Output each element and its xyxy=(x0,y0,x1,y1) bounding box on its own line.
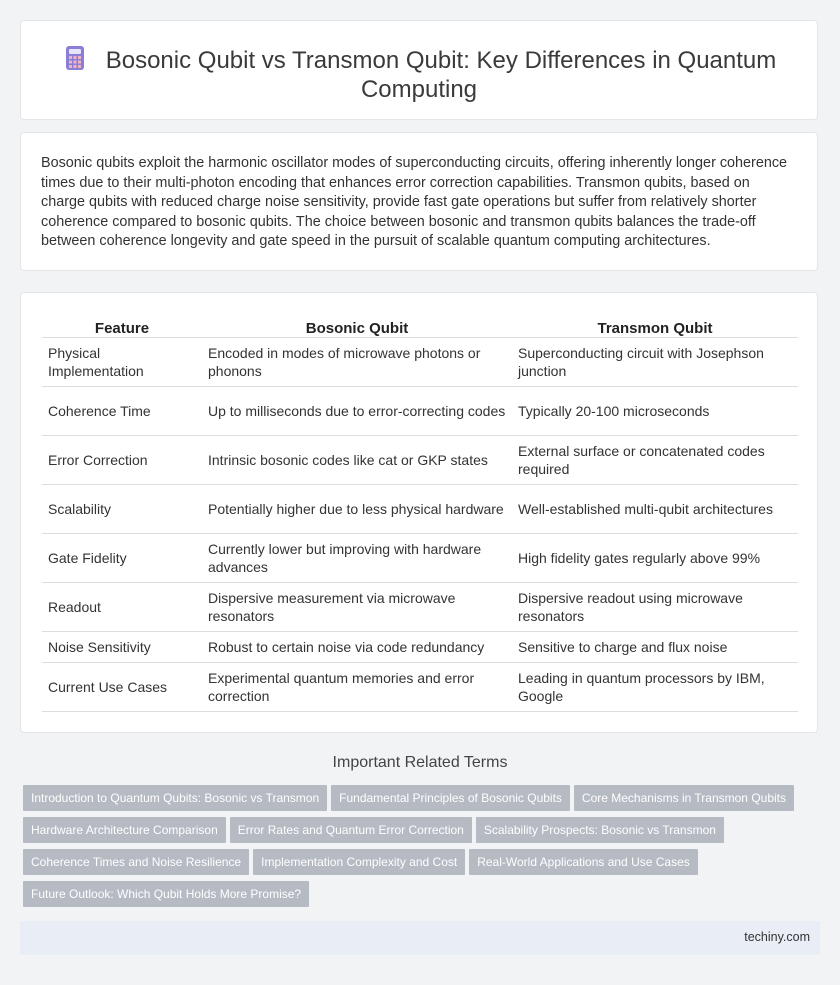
table-cell: Experimental quantum memories and error correction xyxy=(202,663,512,712)
page-title: Bosonic Qubit vs Transmon Qubit: Key Differences in Quantum Computing xyxy=(105,47,777,103)
table-cell: Gate Fidelity xyxy=(42,534,202,583)
related-term-tag[interactable]: Introduction to Quantum Qubits: Bosonic vs Transmon xyxy=(23,785,327,811)
table-cell: Noise Sensitivity xyxy=(42,632,202,663)
related-term-tag[interactable]: Hardware Architecture Comparison xyxy=(23,817,226,843)
table-row xyxy=(42,534,798,583)
table-row xyxy=(42,583,798,632)
related-terms-heading: Important Related Terms xyxy=(332,754,508,771)
table-cell: Up to milliseconds due to error-correcting codes xyxy=(202,387,512,436)
table-cell: Superconducting circuit with Josephson junction xyxy=(512,338,798,387)
comparison-table xyxy=(42,315,798,712)
table-cell: Currently lower but improving with hardware advances xyxy=(202,534,512,583)
table-row xyxy=(42,387,798,436)
table-cell: Dispersive measurement via microwave resonators xyxy=(202,583,512,632)
calculator-icon xyxy=(62,45,88,71)
table-cell: Sensitive to charge and flux noise xyxy=(512,632,798,663)
intro-card xyxy=(20,132,818,271)
table-cell: Typically 20-100 microseconds xyxy=(512,387,798,436)
table-cell: Potentially higher due to less physical hardware xyxy=(202,485,512,534)
related-term-tag[interactable]: Coherence Times and Noise Resilience xyxy=(23,849,249,875)
table-row xyxy=(42,436,798,485)
header-feature: Feature xyxy=(42,315,202,338)
related-term-tag[interactable]: Scalability Prospects: Bosonic vs Transmon xyxy=(476,817,724,843)
footer xyxy=(20,921,820,955)
table-cell: Robust to certain noise via code redundancy xyxy=(202,632,512,663)
header-transmon: Transmon Qubit xyxy=(512,315,798,338)
table-cell: Intrinsic bosonic codes like cat or GKP states xyxy=(202,436,512,485)
table-cell: Encoded in modes of microwave photons or phonons xyxy=(202,338,512,387)
table-row xyxy=(42,663,798,712)
table-row xyxy=(42,485,798,534)
table-cell: Coherence Time xyxy=(42,387,202,436)
related-terms-list xyxy=(23,785,823,913)
table-cell: Physical Implementation xyxy=(42,338,202,387)
table-cell: Leading in quantum processors by IBM, Google xyxy=(512,663,798,712)
title-card xyxy=(20,20,818,120)
related-term-tag[interactable]: Error Rates and Quantum Error Correction xyxy=(230,817,472,843)
table-cell: High fidelity gates regularly above 99% xyxy=(512,534,798,583)
comparison-table-card xyxy=(20,292,818,733)
footer-site[interactable]: techiny.com xyxy=(744,930,810,944)
page-title-wrap xyxy=(61,45,777,104)
table-cell: Scalability xyxy=(42,485,202,534)
table-cell: External surface or concatenated codes required xyxy=(512,436,798,485)
table-cell: Well-established multi-qubit architectures xyxy=(512,485,798,534)
related-term-tag[interactable]: Implementation Complexity and Cost xyxy=(253,849,465,875)
related-term-tag[interactable]: Future Outlook: Which Qubit Holds More Promise? xyxy=(23,881,309,907)
header-bosonic: Bosonic Qubit xyxy=(202,315,512,338)
table-cell: Dispersive readout using microwave resonators xyxy=(512,583,798,632)
table-cell: Readout xyxy=(42,583,202,632)
related-term-tag[interactable]: Real-World Applications and Use Cases xyxy=(469,849,698,875)
table-row xyxy=(42,632,798,663)
related-term-tag[interactable]: Fundamental Principles of Bosonic Qubits xyxy=(331,785,570,811)
table-cell: Current Use Cases xyxy=(42,663,202,712)
related-term-tag[interactable]: Core Mechanisms in Transmon Qubits xyxy=(574,785,794,811)
table-row xyxy=(42,338,798,387)
table-cell: Error Correction xyxy=(42,436,202,485)
intro-paragraph: Bosonic qubits exploit the harmonic oscillator modes of superconducting circuits, offering inherently longer coherence times due to their multi-photon encoding that enhances error correction capabilities. Transmon qubits, based on charge qubits with reduced charge noise sensitivity, provide fast gate operations but suffer from relatively shorter coherence compared to bosonic qubits. The choice between bosonic and transmon qubits balances the trade-off between coherence longevity and gate speed in the pursuit of scalable quantum computing architectures. xyxy=(41,155,788,250)
table-header-row xyxy=(42,315,798,338)
